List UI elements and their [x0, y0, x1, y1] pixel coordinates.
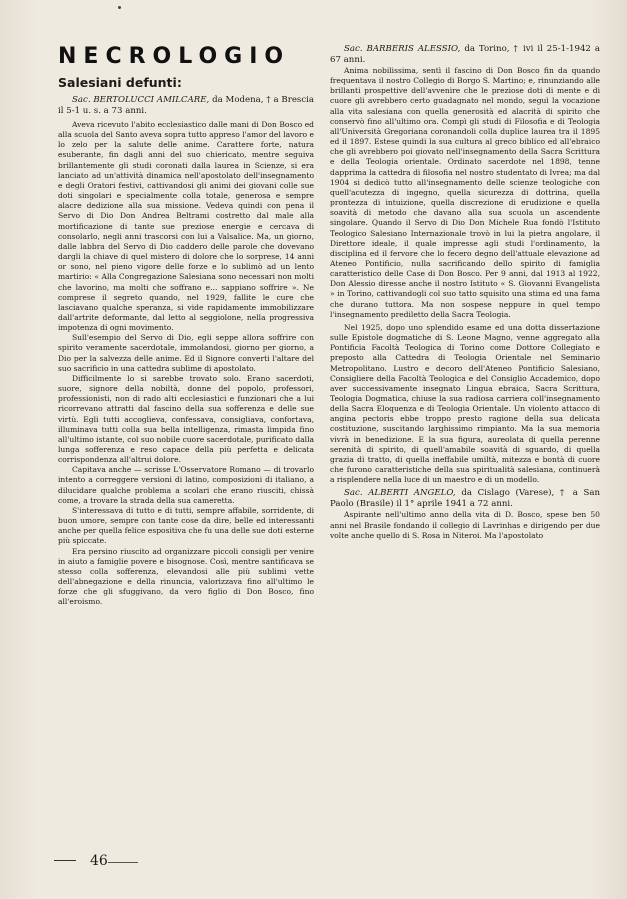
section-subtitle: Salesiani defunti: [58, 75, 182, 90]
paragraph: Aveva ricevuto l'abito ecclesiastico dalle mani di Don Bosco ed alla scuola del Santo aveva sopra tutto appreso l'amor del lavoro e lo zelo per la salute delle anime. Carattere forte, natura esuberante, fin dagli anni del suo chiericato, mentre seguiva brillantemente gli studi coronati dalla laurea in Scienze, si era lanciato ad un'attività dinamica nell'apostolato dell'insegnamento e degli Oratori festivi, cattivandosi gli animi dei giovani colle sue doti singolari e specialmente colla totale, generosa e sempre alacre dedizione alla sua missione. Vedeva quindi con pena il Servo di Dio Don Andrea Beltrami costretto dal male alla mortificazione di tante sue preziose energie e cercava di consolarlo, negli anni trascorsi con lui a Valsalice. Ma, un giorno, dalle labbra del Servo di Dio caddero delle parole che dovevano dargli la chiave di quel mistero di dolore che lo sorprese, 14 anni or sono, nel pieno vigore delle forze e lo sublimò ad un lento martirio: « Alla Congregazione Salesiana sono necessari non molti che lavorino, ma molti che soffrano e... sappiano soffrire ». Ne comprese il segreto quando, nel 1929, fallite le cure che lasciavano qualche speranza, si vide rapidamente immobilizzare dall'artrite deformante, dal letto al seggiolone, nella progressiva impotenza di ogni movimento. [58, 120, 314, 333]
entry-heading [330, 488, 600, 510]
right-column [330, 44, 600, 541]
paragraph: S'interessava di tutto e di tutti, sempre affabile, sorridente, di buon umore, sempre con tante cose da dire, belle ed interessanti anche per quella felice espositiva che fu una delle sue doti esterne più spiccate. [58, 505, 314, 546]
entry-name: Sac. BARBERIS ALESSIO, [344, 44, 461, 54]
entry-details: da Modena, † a Brescia il 5-1 u. s. a 73 anni. [58, 95, 315, 116]
paragraph: Nel 1925, dopo uno splendido esame ed una dotta dissertazione sulle Epistole dogmatiche di S. Leone Magno, venne aggregato alla Pontificia Facoltà Teologica di Torino come Dottore Collegiato e preposto alla Cattedra di Teologia Orientale nel Seminario Metropolitano. Lustro e decoro dell'Ateneo Pontificio Salesiano, Consigliere della Facoltà Teologica e del Consiglio Accademico, dopo aver successivamente insegnato Lingua ebraica, Sacra Scrittura, Teologia Dogmatica, chiuse la sua radiosa carriera coll'insegnamento della Sacra Eloquenza e di Teologia Orientale. Un violento attacco di angina pectoris ebbe troppo presto ragione della sua delicata costituzione, suscitando larghissimo rimpianto. Ma la sua memoria vivrà in benedizione. E la sua figura, aureolata di quella perenne serenità di spirito, di quell'amabile soavità di sguardo, di quella grazia di tratto, di quella ineffabile umiltà, mitezza e bontà di cuore che furono caratteristiche della sua spiritualità salesiana, continuerà a risplendere nella luce di un maestro e di un modello. [330, 322, 600, 485]
footer-rule [54, 860, 76, 861]
page-title: NECROLOGIO [58, 44, 291, 69]
paragraph: Sull'esempio del Servo di Dio, egli seppe allora soffrire con spirito veramente sacerdotale, immolandosi, giorno per giorno, a Dio per la salvezza delle anime. Ed il Signore converti l'altare del suo sacrificio in una cattedra sublime di apostolato. [58, 333, 314, 373]
paragraph: Capitava anche — scrisse L'Osservatore Romano — di trovarlo intento a correggere versioni di latino, composizioni di italiano, a dilucidare qualche problema a scolari che erano riusciti, chissà come, a trovare la strada della sua cameretta. [58, 465, 314, 505]
entry-heading [58, 95, 314, 117]
speck [118, 6, 121, 9]
entry-details: da Torino, † ivi il 25-1-1942 a 67 anni. [330, 44, 600, 65]
footer-rule [108, 862, 138, 863]
entry-details: da Cislago (Varese), † a San Paolo (Brasile) il 1° aprile 1941 a 72 anni. [330, 488, 601, 510]
entry-name: Sac. ALBERTI ANGELO, [344, 488, 456, 499]
left-column [58, 44, 314, 608]
paragraph: Anima nobilissima, sentì il fascino di Don Bosco fin da quando frequentava il nostro Collegio di Borgo S. Martino; e, rinunziando alle brillanti prospettive dell'avvenire che le preziose doti di mente e di cuore gli avrebbero certo guadagnato nel mondo, seguì la vocazione alla vita salesiana con quella generosità ed alacrità di spirito che conservò fino all'ultimo ora. Compì gli studi di Filosofia e di Teologia all'Università Gregoriana coronandoli colla duplice laurea tra il 1895 ed il 1897. Estese quindi la sua cultura al greco biblico ed all'ebraico che gli avrebbero poi giovato nell'insegnamento della Sacra Scrittura e della Teologia orientale. Ordinato sacerdote nel 1898, tenne dapprima la cattedra di filosofia nel nostro studentato di Ivrea; ma dal 1904 si dedicò tutto all'insegnamento delle scienze teologiche con quell'acutezza di ingegno, quella sicurezza di dottrina, quella prontezza di intuizione, quella discrezione di erudizione e quella soavità di metodo che davano alla sua scuola un ascendente singolare. Quando il Servo di Dio Don Michele Rua fondò l'Istituto Teologico Salesiano Internazionale trovò in lui la pietra angolare, il Direttore ideale, il quale impresse agli studi l'ordinamento, la disciplina ed il fervore che lo fecero degno dell'attuale elevazione ad Ateneo Pontificio, nulla sacrificando dello spirito di famiglia caratteristico delle Case di Don Bosco. Per 9 anni, dal 1913 al 1922, Don Alessio diresse anche il nostro Istituto « S. Giovanni Evangelista » in Torino, cattivandogli col suo tatto squisito una stima ed una fama che durano tuttora. Ma non sospese neppure in quel tempo l'insegnamento prediletto della Sacra Teologia. [330, 66, 600, 319]
entry-name: Sac. BERTOLUCCI AMILCARE, [72, 95, 210, 105]
paragraph: Difficilmente lo si sarebbe trovato solo. Erano sacerdoti, suore, signore della nobiltà, donne del popolo, professori, professionisti, non di rado alti ecclesiastici e funzionari che a lui ricorrevano attratti dal fascino della sua sofferenza e delle sue virtù. Egli tutti accoglieva, confessava, consigliava, confortava, illuminava tutti colla sua bella intelligenza, rimasta limpida fino all'ultimo istante, col suo nobile cuore sacerdotale, purificato dalla lunga sofferenza e reso capace della più perfetta e delicata corrispondenza all'altrui dolore. [58, 373, 314, 465]
paragraph: Aspirante nell'ultimo anno della vita di D. Bosco, spese ben 50 anni nel Brasile fondando il collegio di Lavrinhas e dirigendo per due volte anche quello di S. Rosa in Niteroi. Ma l'apostolato [330, 510, 600, 540]
paragraph: Era persino riuscito ad organizzare piccoli consigli per venire in aiuto a famiglie povere e bisognose. Così, mentre santificava se stesso colla sofferenza, elevandosi alle più sublimi vette dell'abnegazione e della rinuncia, valorizzava fino all'ultimo le forze che gli sfuggivano, da vero figlio di Don Bosco, fino all'eroismo. [58, 546, 314, 607]
page-number: 46 [90, 853, 108, 869]
entry-heading [330, 44, 600, 66]
